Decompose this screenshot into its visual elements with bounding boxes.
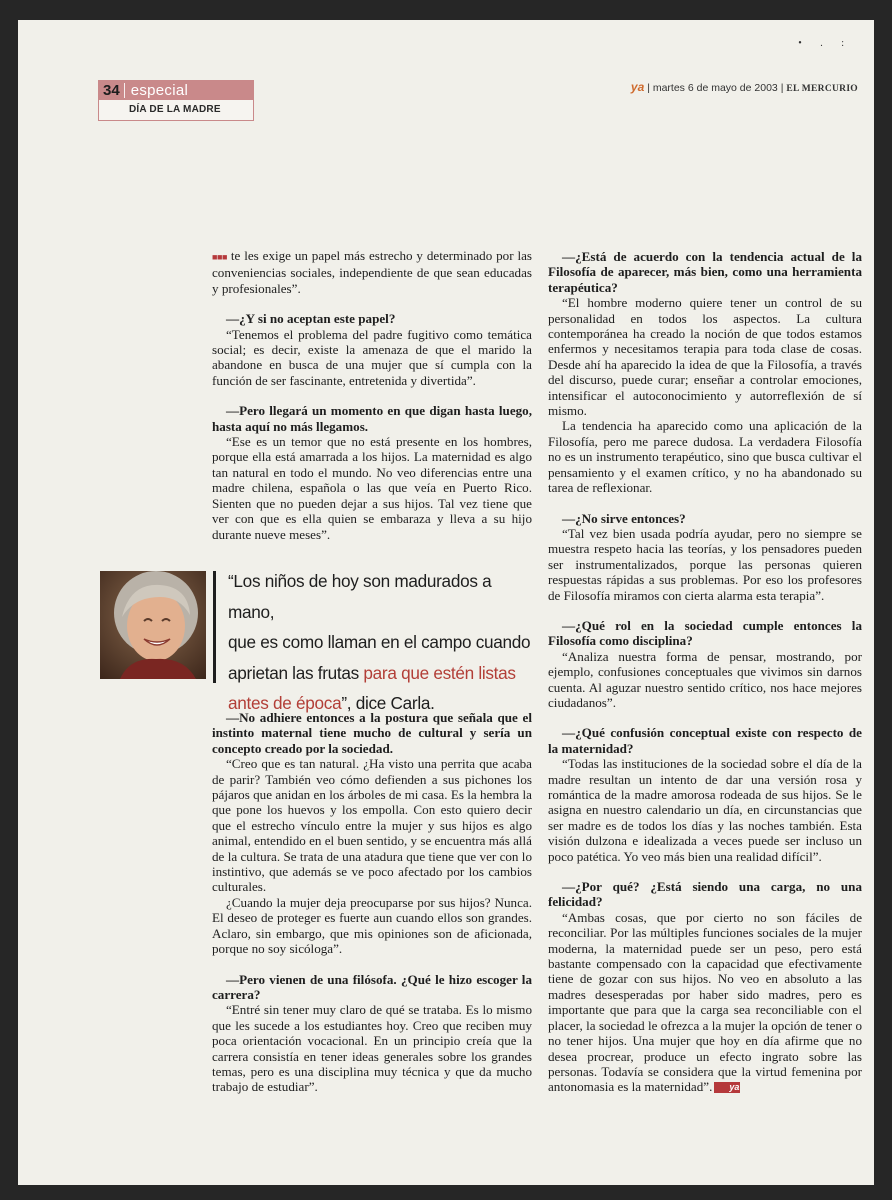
- question: —Pero vienen de una filósofa. ¿Qué le hizo escoger la carrera?: [212, 971, 532, 1002]
- pull-quote-rule: [213, 571, 216, 683]
- question: —¿Qué rol en la sociedad cumple entonces la Filosofía como disciplina?: [548, 617, 862, 649]
- answer: La tendencia ha aparecido como una aplicación de la Filosofía, pero me parece dudosa. La verdadera Filosofía no es un instrumento terapéutico, sino que busca cultivar el pensamiento y el examen crítico, y no ha abandonado su tarea de reflexionar.: [548, 418, 862, 496]
- question: —¿No sirve entonces?: [562, 510, 686, 526]
- right-column: [548, 249, 862, 1095]
- answer: “Analiza nuestra forma de pensar, mostrando, por ejemplo, confusiones conceptuales que vivimos sin darnos cuenta. Al aguzar nuestro sentido crítico, nos hace mejores ciudadanos”.: [548, 648, 862, 710]
- section-name: especial: [130, 81, 189, 99]
- issue-date: martes 6 de mayo de 2003: [652, 82, 778, 94]
- answer: “Todas las instituciones de la sociedad sobre el día de la madre resultan un intento de dar una versión rosa y romántica de la madre amorosa rodeada de sus hijos. Se le asigna en nuestro calendario un día, en circunstancias que ser madre es de todos los días y las noches también. Esta visión dulzona e idealizada a veces puede ser incluso un poco patética. Yo veo más bien una realidad difícil”.: [548, 756, 862, 864]
- answer: “Tal vez bien usada podría ayudar, pero no siempre se muestra respeto hacia las teorías, y los pensadores pueden ser instrumentalizados, porque las personas quieren respuestas rápidas a sus problemas. Por eso los profesores de Filosofía miramos con cierta alarma esta terapia”.: [548, 525, 862, 603]
- answer: “Tenemos el problema del padre fugitivo como temática social; es decir, existe la amenaza de que el marido la abandone en busca de una mujer que sí cumpla con la función de ser fascinante, entretenida y divertida”.: [212, 326, 532, 388]
- left-column-bottom: [212, 710, 532, 1095]
- question: —Pero llegará un momento en que digan hasta luego, hasta aquí no más llegamos.: [212, 403, 532, 434]
- pull-quote-line: antes de época”, dice Carla.: [228, 693, 435, 713]
- end-mark-icon: ya: [714, 1082, 740, 1093]
- portrait-photo: [100, 571, 206, 679]
- page-number: 34: [103, 81, 120, 99]
- continuation-squares-icon: ■■■: [212, 252, 228, 262]
- subsection-name: DÍA DE LA MADRE: [98, 100, 254, 121]
- question: —¿Está de acuerdo con la tendencia actual de la Filosofía de aparecer, más bien, como una herramienta terapéutica?: [548, 249, 862, 295]
- answer: “Ambas cosas, que por cierto no son fáciles de reconciliar. Por las múltiples funciones sociales de la mujer moderna, la maternidad puede ser un peso, pero está bastante compensado con la capacidad que efectivamente tiene de gozar con sus hijos. No veo en absoluto a las madres desesperadas por haber sido madres, pero es importante que para que la carga sea reconciliable con el placer, la sociedad le ofrezca a la mujer la opción de tener o no tener hijos. Una mujer que hoy en día afirme que no desea procrear, produce un efecto ingrato sobre las personas. Todavía se considera que la virtud femenina por antonomasia es la maternidad”. ya: [548, 909, 862, 1095]
- question: —¿Y si no aceptan este papel?: [226, 311, 396, 327]
- magazine-logo: ya: [630, 80, 645, 94]
- newspaper-page: [18, 20, 874, 1185]
- dateline: [631, 80, 858, 94]
- question: —No adhiere entonces a la postura que señala que el instinto maternal tiene mucho de cultural y sería un concepto creado por la sociedad.: [212, 710, 532, 756]
- question: —¿Por qué? ¿Está siendo una carga, no una felicidad?: [548, 879, 862, 910]
- pull-quote: [228, 566, 538, 719]
- pull-quote-line: que es como llaman en el campo cuando: [228, 632, 531, 652]
- answer: “El hombre moderno quiere tener un control de su personalidad en todos los aspectos. La cultura contemporánea ha creado la noción de que todos estamos enfermos y necesitamos terapia para toda clase de cosas. Desde ahí ha aparecido la idea de que la Filosofía, a través del discurso, puede curar; enseñar a controlar emociones, intensificar el autoconocimiento y autorreflexión de sí mismo.: [548, 295, 862, 419]
- section-header: [98, 80, 254, 121]
- dateline-separator: |: [780, 82, 784, 94]
- pull-quote-line: aprietan las frutas para que estén listas: [228, 662, 516, 683]
- answer: ¿Cuando la mujer deja preocuparse por sus hijos? Nunca. El deseo de proteger es fuerte aun cuando ellos son grandes. Aclaro, sin embargo, que mis opiniones son de aficionada, porque no soy sicóloga”.: [212, 894, 532, 957]
- answer: “Entré sin tener muy claro de qué se trataba. Es lo mismo que les sucede a los estudiantes hoy. Creo que reciben muy poca orientación vocacional. En un principio creía que la carrera consistía en tener ideas generales sobre los grandes temas, pero es una disciplina muy técnica y que da mucho trabajo de estudiar”.: [212, 1002, 532, 1095]
- publication-name: EL MERCURIO: [786, 84, 858, 94]
- section-header-bar: [98, 80, 254, 100]
- paper-specks: • . :: [798, 38, 852, 49]
- left-column-top: [212, 248, 532, 542]
- pull-quote-line: “Los niños de hoy son madurados a mano,: [228, 571, 492, 622]
- answer: “Ese es un temor que no está presente en los hombres, porque ella está amarrada a los hijos. La maternidad es algo tan natural en todo el mundo. No veo diferencias entre una madre chilena, española o las que veía en Puerto Rico. Sienten que no pueden dejar a sus hijos. Tal vez tiene que ver con que es ella quien se embaraza y lleva a su hijo durante nueve meses”.: [212, 434, 532, 542]
- intro-paragraph: ■■■ te les exige un papel más estrecho y determinado por las conveniencias sociales, independiente de que sean educadas y profesionales”.: [212, 248, 532, 296]
- answer: “Creo que es tan natural. ¿Ha visto una perrita que acaba de parir? También veo cómo defienden a sus pichones los pájaros que anidan en los árboles de mi casa. Es la hembra la que pone los huevos y los empolla. Con esto quiero decir que el estrecho vínculo entre la mujer y sus hijos es algo animal, entendido en el buen sentido, y se encuentra más allá de la cultura. Se trata de una atadura que tiene que ver con lo instintivo, que además se ve poco afectado por los cambios culturales.: [212, 756, 532, 895]
- question: —¿Qué confusión conceptual existe con respecto de la maternidad?: [548, 725, 862, 756]
- dateline-separator: |: [647, 82, 650, 94]
